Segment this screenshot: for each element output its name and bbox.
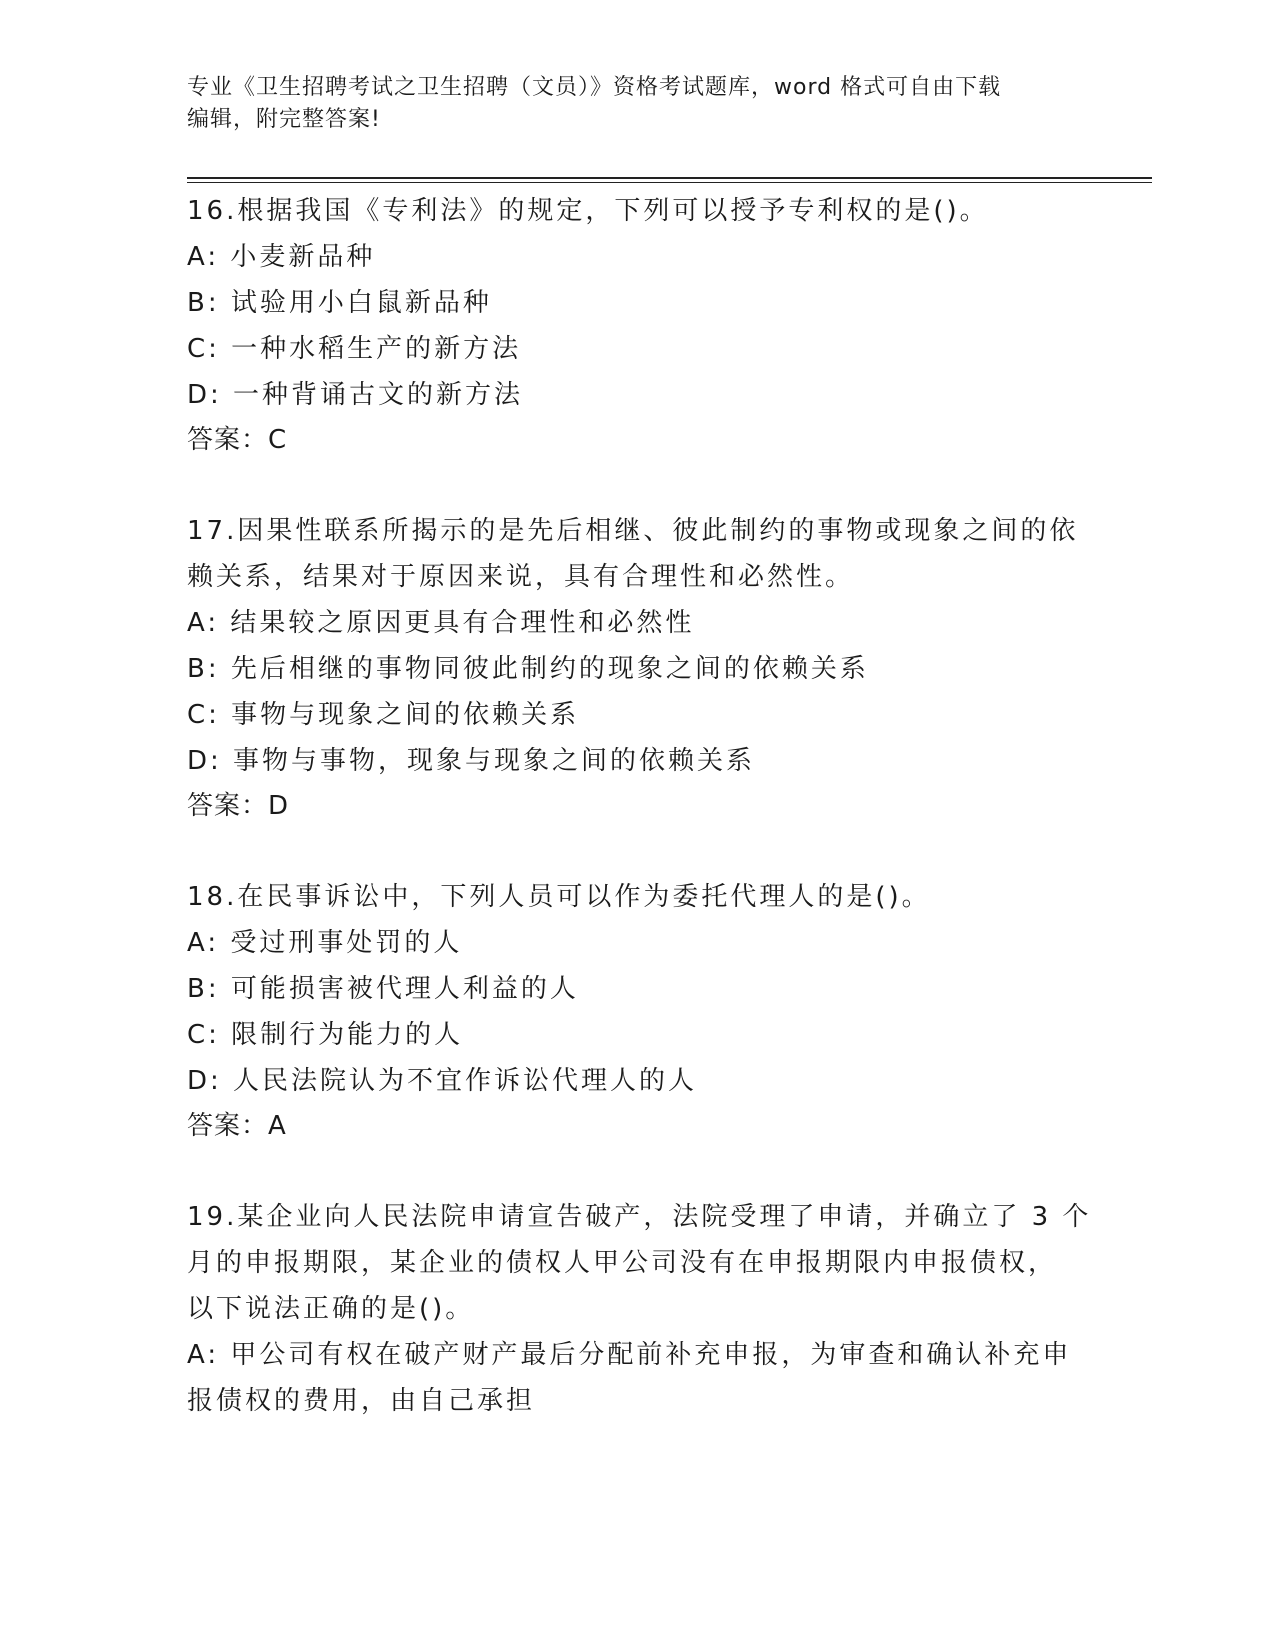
option-d: D: 事物与事物，现象与现象之间的依赖关系 [187,746,756,776]
document-header [187,72,1087,136]
header-divider-thin [187,182,1152,183]
option-c: C: 限制行为能力的人 [187,1020,464,1050]
question-17 [187,508,1087,828]
question-stem-line-3: 以下说法正确的是()。 [187,1294,475,1324]
header-divider-thick [187,177,1152,179]
option-a-line-2: 报债权的费用，由自己承担 [187,1386,536,1416]
answer: 答案：D [187,791,290,821]
question-16 [187,188,1087,462]
option-a: A: 受过刑事处罚的人 [187,928,463,958]
question-stem-line-2: 赖关系，结果对于原因来说，具有合理性和必然性。 [187,562,855,592]
answer: 答案：C [187,425,288,455]
option-a-line-1: A: 甲公司有权在破产财产最后分配前补充申报，为审查和确认补充申 [187,1340,1072,1370]
option-c: C: 事物与现象之间的依赖关系 [187,700,580,730]
header-line-1: 专业《卫生招聘考试之卫生招聘（文员）》资格考试题库，word 格式可自由下载 [187,75,1002,100]
question-list [187,188,1092,1470]
option-b: B: 可能损害被代理人利益的人 [187,974,579,1004]
question-stem-line-1: 19.某企业向人民法院申请宣告破产，法院受理了申请，并确立了 3 个 [187,1202,1092,1232]
option-b: B: 试验用小白鼠新品种 [187,288,492,318]
question-19 [187,1194,1092,1424]
question-stem: 18.在民事诉讼中，下列人员可以作为委托代理人的是()。 [187,882,931,912]
question-18 [187,874,1087,1148]
option-b: B: 先后相继的事物同彼此制约的现象之间的依赖关系 [187,654,869,684]
option-a: A: 结果较之原因更具有合理性和必然性 [187,608,695,638]
question-stem: 16.根据我国《专利法》的规定，下列可以授予专利权的是()。 [187,196,989,226]
option-d: D: 人民法院认为不宜作诉讼代理人的人 [187,1066,698,1096]
answer: 答案：A [187,1111,287,1141]
question-stem-line-1: 17.因果性联系所揭示的是先后相继、彼此制约的事物或现象之间的依 [187,516,1079,546]
header-line-2: 编辑，附完整答案! [187,107,381,132]
option-c: C: 一种水稻生产的新方法 [187,334,522,364]
question-stem-line-2: 月的申报期限，某企业的债权人甲公司没有在申报期限内申报债权， [187,1248,1058,1278]
option-a: A: 小麦新品种 [187,242,376,272]
option-d: D: 一种背诵古文的新方法 [187,380,524,410]
